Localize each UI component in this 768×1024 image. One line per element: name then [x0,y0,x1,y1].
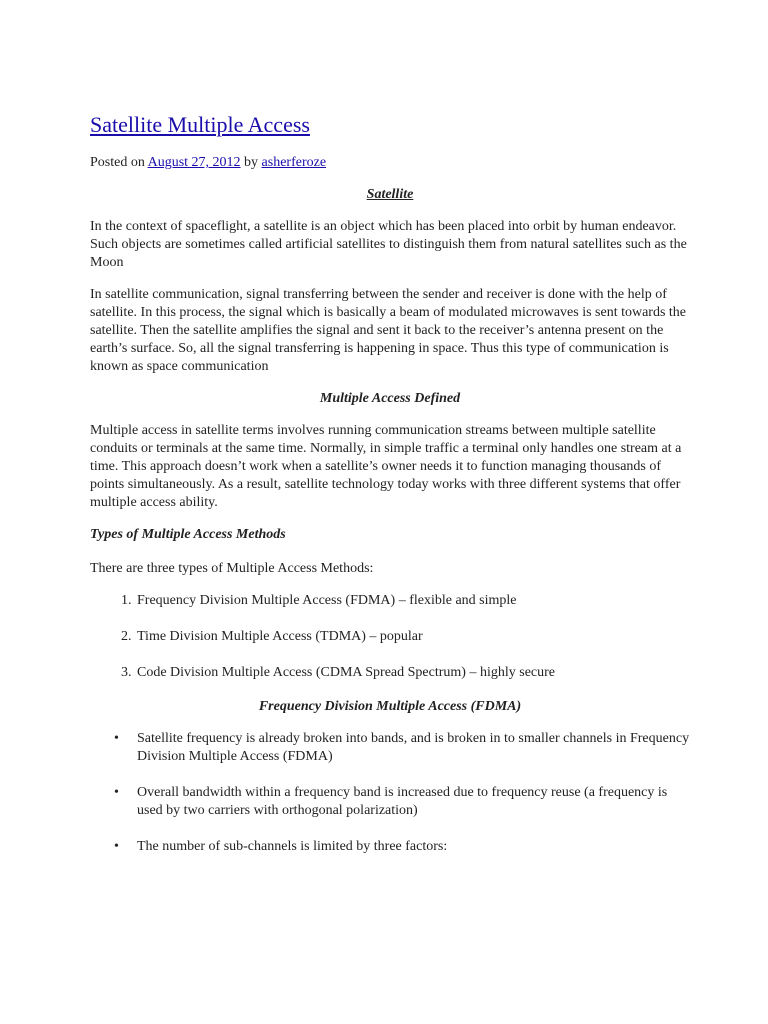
author-link[interactable]: asherferoze [261,155,327,170]
post-date-link[interactable]: August 27, 2012 [147,155,241,170]
list-item-text: Overall bandwidth within a frequency band is increased due to frequency reuse (a frequency is used by two carriers with orthogonal polarization) [137,785,668,818]
bullet-icon: • [114,785,119,800]
paragraph-satellite-definition: In the context of spaceflight, a satellite is an object which has been placed into orbit by human endeavor. Such objects are sometimes called artificial satellites to distinguish them from natural satellites such as the Moon [90,219,687,270]
document-body [90,112,690,874]
section-heading-multiple-access: Multiple Access Defined [319,391,461,406]
bullet-icon: • [114,731,119,746]
list-item [114,838,690,856]
types-list [90,592,690,682]
list-item-text: Satellite frequency is already broken into bands, and is broken in to smaller channels in Frequency Division Multiple Access (FDMA) [137,731,690,764]
post-title [90,112,690,138]
section-heading-fdma: Frequency Division Multiple Access (FDMA) [258,699,522,714]
list-item: 1. Frequency Division Multiple Access (FDMA) – flexible and simple [135,592,690,610]
bullet-icon: • [114,839,119,854]
paragraph-multiple-access: Multiple access in satellite terms involves running communication streams between multiple satellite conduits or terminals at the same time. Normally, in simple traffic a terminal only handles one stream at a time. This approach doesn’t work when a satellite’s owner needs it to function managing thousands of points simultaneously. As a result, satellite technology today works with three different systems that offer multiple access ability. [90,423,682,510]
list-item-text: The number of sub-channels is limited by three factors: [137,839,448,854]
paragraph-satellite-communication: In satellite communication, signal transferring between the sender and receiver is done with the help of satellite. In this process, the signal which is basically a beam of modulated microwaves is sent towards the satellite. Then the satellite amplifies the signal and sent it back to the receiver’s antenna present on the earth’s surface. So, all the signal transferring is happening in space. Thus this type of communication is known as space communication [90,287,687,374]
post-meta [90,154,690,172]
fdma-bullet-list [90,730,690,856]
list-item [114,784,690,820]
list-item: 2. Time Division Multiple Access (TDMA) – popular [135,628,690,646]
section-heading-satellite: Satellite [366,187,414,202]
by-label: by [244,155,259,170]
post-title-link[interactable]: Satellite Multiple Access [90,112,310,137]
section-heading-types: Types of Multiple Access Methods [90,527,286,542]
list-item: 3. Code Division Multiple Access (CDMA Spread Spectrum) – highly secure [135,664,690,682]
posted-on-label: Posted on [90,155,145,170]
list-item [114,730,690,766]
paragraph-types-intro: There are three types of Multiple Access Methods: [90,561,374,576]
